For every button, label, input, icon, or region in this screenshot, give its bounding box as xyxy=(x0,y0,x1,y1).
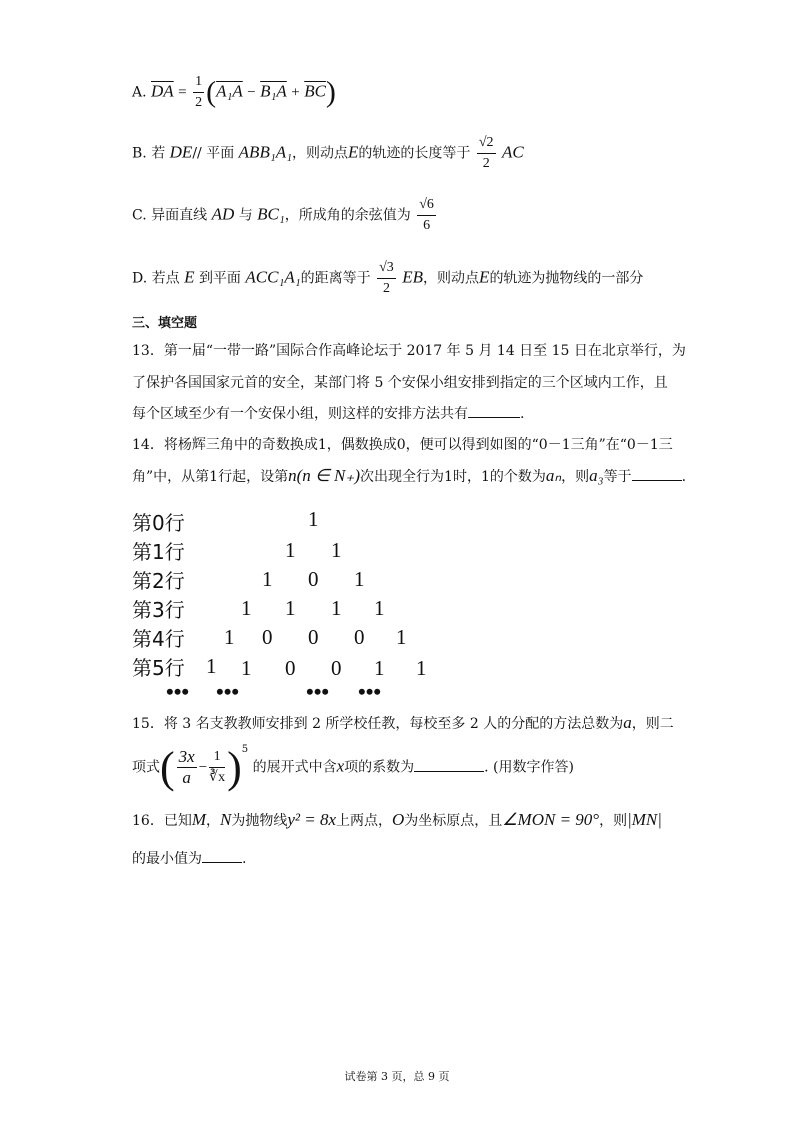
triangle-cell: 1 xyxy=(285,538,296,562)
text: 16．已知 xyxy=(132,813,192,829)
frac-num: 1 xyxy=(193,72,204,93)
math-bc1: BC₁ xyxy=(257,204,285,224)
text: 若点 xyxy=(151,270,180,287)
math-angle: ∠MON = 90° xyxy=(502,810,600,829)
math-ac: AC xyxy=(502,142,524,162)
frac-num: 1 xyxy=(209,747,225,768)
exponent: 5 xyxy=(241,743,249,755)
text: 为抛物线 xyxy=(231,813,288,829)
option-d xyxy=(132,258,643,299)
triangle-cell: 1 xyxy=(374,596,385,620)
option-a xyxy=(132,72,336,113)
triangle-cell: 1 xyxy=(331,538,342,562)
math-de: DE xyxy=(169,142,193,162)
triangle-cell: 1 xyxy=(396,625,407,649)
plus-sign: + xyxy=(291,84,300,101)
equals-sign: = xyxy=(178,84,187,101)
option-b xyxy=(132,133,524,174)
triangle-cell: 1 xyxy=(308,507,319,531)
answer-blank[interactable] xyxy=(414,757,484,772)
text: 的轨迹为抛物线的一部分 xyxy=(489,270,644,287)
text: 异面直线 xyxy=(151,207,208,224)
text: 为坐标原点，且 xyxy=(404,813,503,829)
right-paren: ) xyxy=(227,743,242,792)
option-c xyxy=(132,195,438,236)
frac-den: 6 xyxy=(423,218,431,233)
zero-one-triangle-figure xyxy=(132,505,432,705)
ellipsis-dots: ••• xyxy=(306,679,330,704)
text: // 平面 xyxy=(192,145,235,162)
q15-line-2 xyxy=(132,742,574,793)
math-e: E xyxy=(348,142,359,162)
row-label: 第2行 xyxy=(132,569,185,593)
text: 的展开式中含 xyxy=(252,759,337,776)
math-plane: ABB₁A₁ xyxy=(238,142,293,162)
vector-b1a: B₁A xyxy=(260,81,287,101)
row-label: 第3行 xyxy=(132,598,185,622)
left-paren: ( xyxy=(160,743,175,792)
frac-den: 2 xyxy=(195,95,203,110)
fraction-sqrt6-over-6 xyxy=(417,195,436,236)
frac-den: 2 xyxy=(382,281,390,296)
row-label: 第4行 xyxy=(132,627,185,651)
fraction-1-over-cbrt-x xyxy=(209,747,225,788)
text: 到平面 xyxy=(198,270,241,287)
option-d-label: D. xyxy=(132,270,148,287)
text: 的最小值为 xyxy=(132,851,202,867)
text: 项式 xyxy=(132,759,160,776)
triangle-cell: 0 xyxy=(308,567,319,591)
option-c-label: C. xyxy=(132,207,147,224)
triangle-cell: 0 xyxy=(354,625,365,649)
fraction-sqrt3-over-2 xyxy=(377,258,396,299)
triangle-cell: 1 xyxy=(331,596,342,620)
math-e: E xyxy=(184,267,195,287)
row-label: 第0行 xyxy=(132,511,185,535)
left-paren: ( xyxy=(206,75,217,109)
text: 若 xyxy=(151,145,166,162)
triangle-cell: 0 xyxy=(331,656,342,680)
frac-num: √6 xyxy=(417,195,436,216)
triangle-cell: 0 xyxy=(285,656,296,680)
minus-sign: − xyxy=(198,759,208,776)
triangle-cell: 0 xyxy=(308,625,319,649)
q13-line-1: 13．第一届“一带一路”国际合作高峰论坛于 2017 年 5 月 14 日至 15 日在北京举行，为 xyxy=(132,343,686,359)
ellipsis-dots: ••• xyxy=(358,679,382,704)
triangle-cell: 1 xyxy=(262,567,273,591)
text: 的轨迹的长度等于 xyxy=(358,145,471,162)
text: 的距离等于 xyxy=(300,270,371,287)
text: . xyxy=(242,851,247,867)
row-label: 第1行 xyxy=(132,540,185,564)
vector-bc: $\overline{BC}$ xyxy=(304,81,326,101)
text: 项的系数为 xyxy=(344,759,415,776)
q15-line-1 xyxy=(132,713,674,733)
q16-line-2 xyxy=(132,848,246,868)
text: ，所成角的余弦值为 xyxy=(284,207,411,224)
math-eb: EB xyxy=(402,267,424,287)
math-x: x xyxy=(336,756,345,776)
page-footer: 试卷第 3 页，总 9 页 xyxy=(344,1070,450,1083)
text: 上两点， xyxy=(336,813,393,829)
answer-blank[interactable] xyxy=(468,403,520,418)
text: 与 xyxy=(238,207,253,224)
text: . (用数字作答) xyxy=(484,759,574,776)
triangle-cell: 1 xyxy=(224,625,235,649)
math-m: M xyxy=(191,810,206,829)
frac-num: √3 xyxy=(377,258,396,279)
text: 15．将 3 名支教教师安排到 2 所学校任教，每校至多 2 人的分配的方法总数为 xyxy=(132,716,624,732)
math-an: aₙ xyxy=(545,466,562,485)
math-n: N xyxy=(220,810,232,829)
vector-a1a: A₁A xyxy=(216,81,243,101)
math-plane: ACC₁A₁ xyxy=(245,267,301,287)
text: ，则动点 xyxy=(423,270,480,287)
section-title: 三、填空题 xyxy=(132,316,198,331)
ellipsis-dots: ••• xyxy=(216,679,240,704)
math-a: a xyxy=(623,713,632,732)
frac-num: 3x xyxy=(178,747,195,766)
math-e: E xyxy=(479,267,490,287)
fraction-one-half xyxy=(193,72,204,113)
text: 每个区域至少有一个安保小组，则这样的安排方法共有 xyxy=(132,406,468,422)
text: . xyxy=(681,469,687,485)
frac-den: a xyxy=(182,768,191,787)
option-b-label: B. xyxy=(132,145,147,162)
q14-line-1: 14．将杨辉三角中的奇数换成1，偶数换成0，便可以得到如图的“0－1三角”在“0－1三 xyxy=(132,437,673,453)
text: ，则 xyxy=(599,813,628,829)
ellipsis-dots: ••• xyxy=(166,679,190,704)
triangle-cell: 1 xyxy=(285,596,296,620)
text: ，则动点 xyxy=(292,145,349,162)
fraction-sqrt2-over-2 xyxy=(477,133,496,174)
text: ，则二 xyxy=(631,716,674,732)
triangle-cell: 1 xyxy=(206,654,217,678)
right-paren: ) xyxy=(325,75,336,109)
math-a3: a₃ xyxy=(589,466,604,485)
text: 等于 xyxy=(603,469,632,485)
text: 次出现全行为1时，1的个数为 xyxy=(360,469,546,485)
triangle-cell: 1 xyxy=(241,596,252,620)
math-ad: AD xyxy=(211,204,235,224)
option-a-label: A. xyxy=(132,84,147,101)
triangle-cell: 1 xyxy=(354,567,365,591)
frac-den: ∛x xyxy=(209,770,226,785)
triangle-cell: 1 xyxy=(241,656,252,680)
triangle-cell: 1 xyxy=(374,656,385,680)
fraction-3x-over-a xyxy=(177,747,197,788)
math-n: n xyxy=(288,466,297,485)
answer-blank[interactable] xyxy=(632,466,682,481)
math-abs-mn: |MN| xyxy=(627,810,662,829)
math-o: O xyxy=(392,810,405,829)
frac-num: √2 xyxy=(477,133,496,154)
q16-line-1 xyxy=(132,810,662,830)
q13-line-3 xyxy=(132,403,524,423)
frac-den: 2 xyxy=(482,156,490,171)
math-parabola: y² = 8x xyxy=(287,810,337,829)
q14-line-2 xyxy=(132,466,686,486)
text: ，则 xyxy=(561,469,590,485)
minus-sign: − xyxy=(247,84,256,101)
vector-da: $\overline{DA}$ xyxy=(151,81,174,101)
math-condition: (n ∈ N₊) xyxy=(296,466,361,485)
text: 角”中，从第1行起，设第 xyxy=(132,469,289,485)
text: . xyxy=(520,406,525,422)
triangle-cell: 0 xyxy=(262,625,273,649)
text: ， xyxy=(206,813,220,829)
row-label: 第5行 xyxy=(132,656,185,680)
triangle-cell: 1 xyxy=(416,656,427,680)
q13-line-2: 了保护各国国家元首的安全，某部门将 5 个安保小组安排到指定的三个区域内工作，且 xyxy=(132,375,668,391)
answer-blank[interactable] xyxy=(202,848,242,863)
